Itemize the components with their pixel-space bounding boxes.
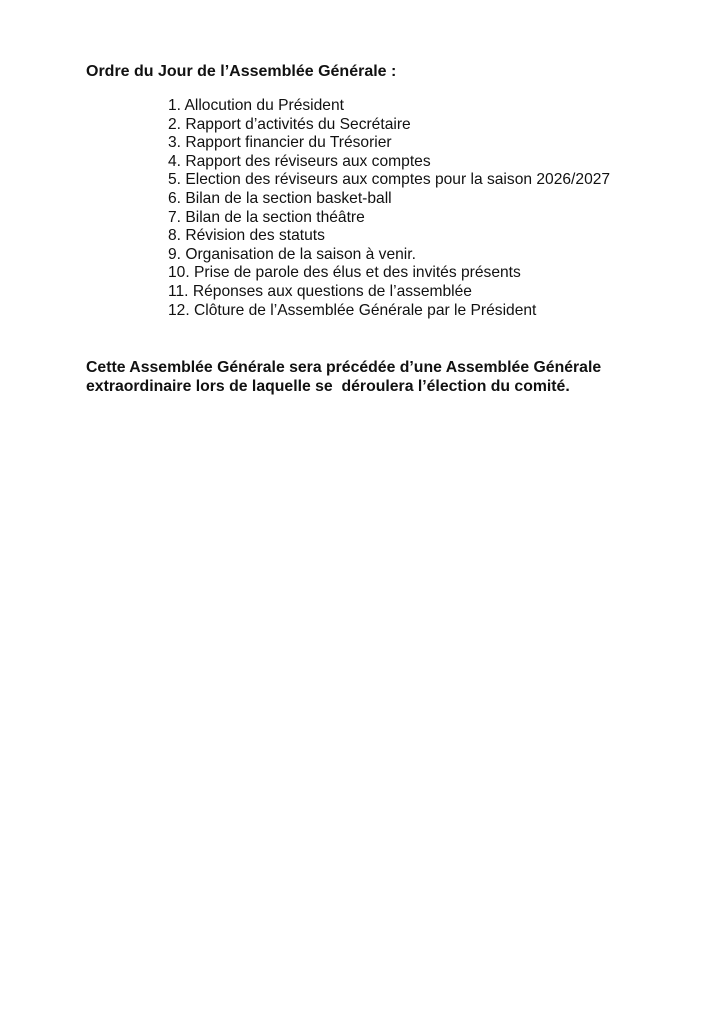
agenda-item: 7. Bilan de la section théâtre — [168, 208, 365, 226]
note-line: extraordinaire lors de laquelle se déroulera l’élection du comité. — [86, 378, 570, 395]
agenda-item: 3. Rapport financier du Trésorier — [168, 134, 392, 152]
agenda-item: 1. Allocution du Président — [168, 97, 344, 114]
agenda-item: 5. Election des réviseurs aux comptes pour la saison 2026/2027 — [168, 171, 611, 189]
agenda-item: 10. Prise de parole des élus et des invités présents — [168, 264, 521, 282]
agenda-list — [168, 97, 610, 320]
agenda-item: 11. Réponses aux questions de l’assemblée — [168, 282, 472, 300]
page-title: Ordre du Jour de l’Assemblée Générale : — [86, 63, 397, 80]
agenda-item: 4. Rapport des réviseurs aux comptes — [168, 152, 431, 170]
extraordinary-assembly-note — [86, 358, 686, 396]
agenda-item: 9. Organisation de la saison à venir. — [168, 245, 416, 263]
agenda-item: 12. Clôture de l’Assemblée Générale par le Président — [168, 301, 537, 319]
agenda-item: 8. Révision des statuts — [168, 227, 325, 245]
agenda-item: 6. Bilan de la section basket-ball — [168, 189, 392, 207]
agenda-item: 2. Rapport d’activités du Secrétaire — [168, 115, 411, 133]
note-line: Cette Assemblée Générale sera précédée d’une Assemblée Générale — [86, 359, 602, 376]
